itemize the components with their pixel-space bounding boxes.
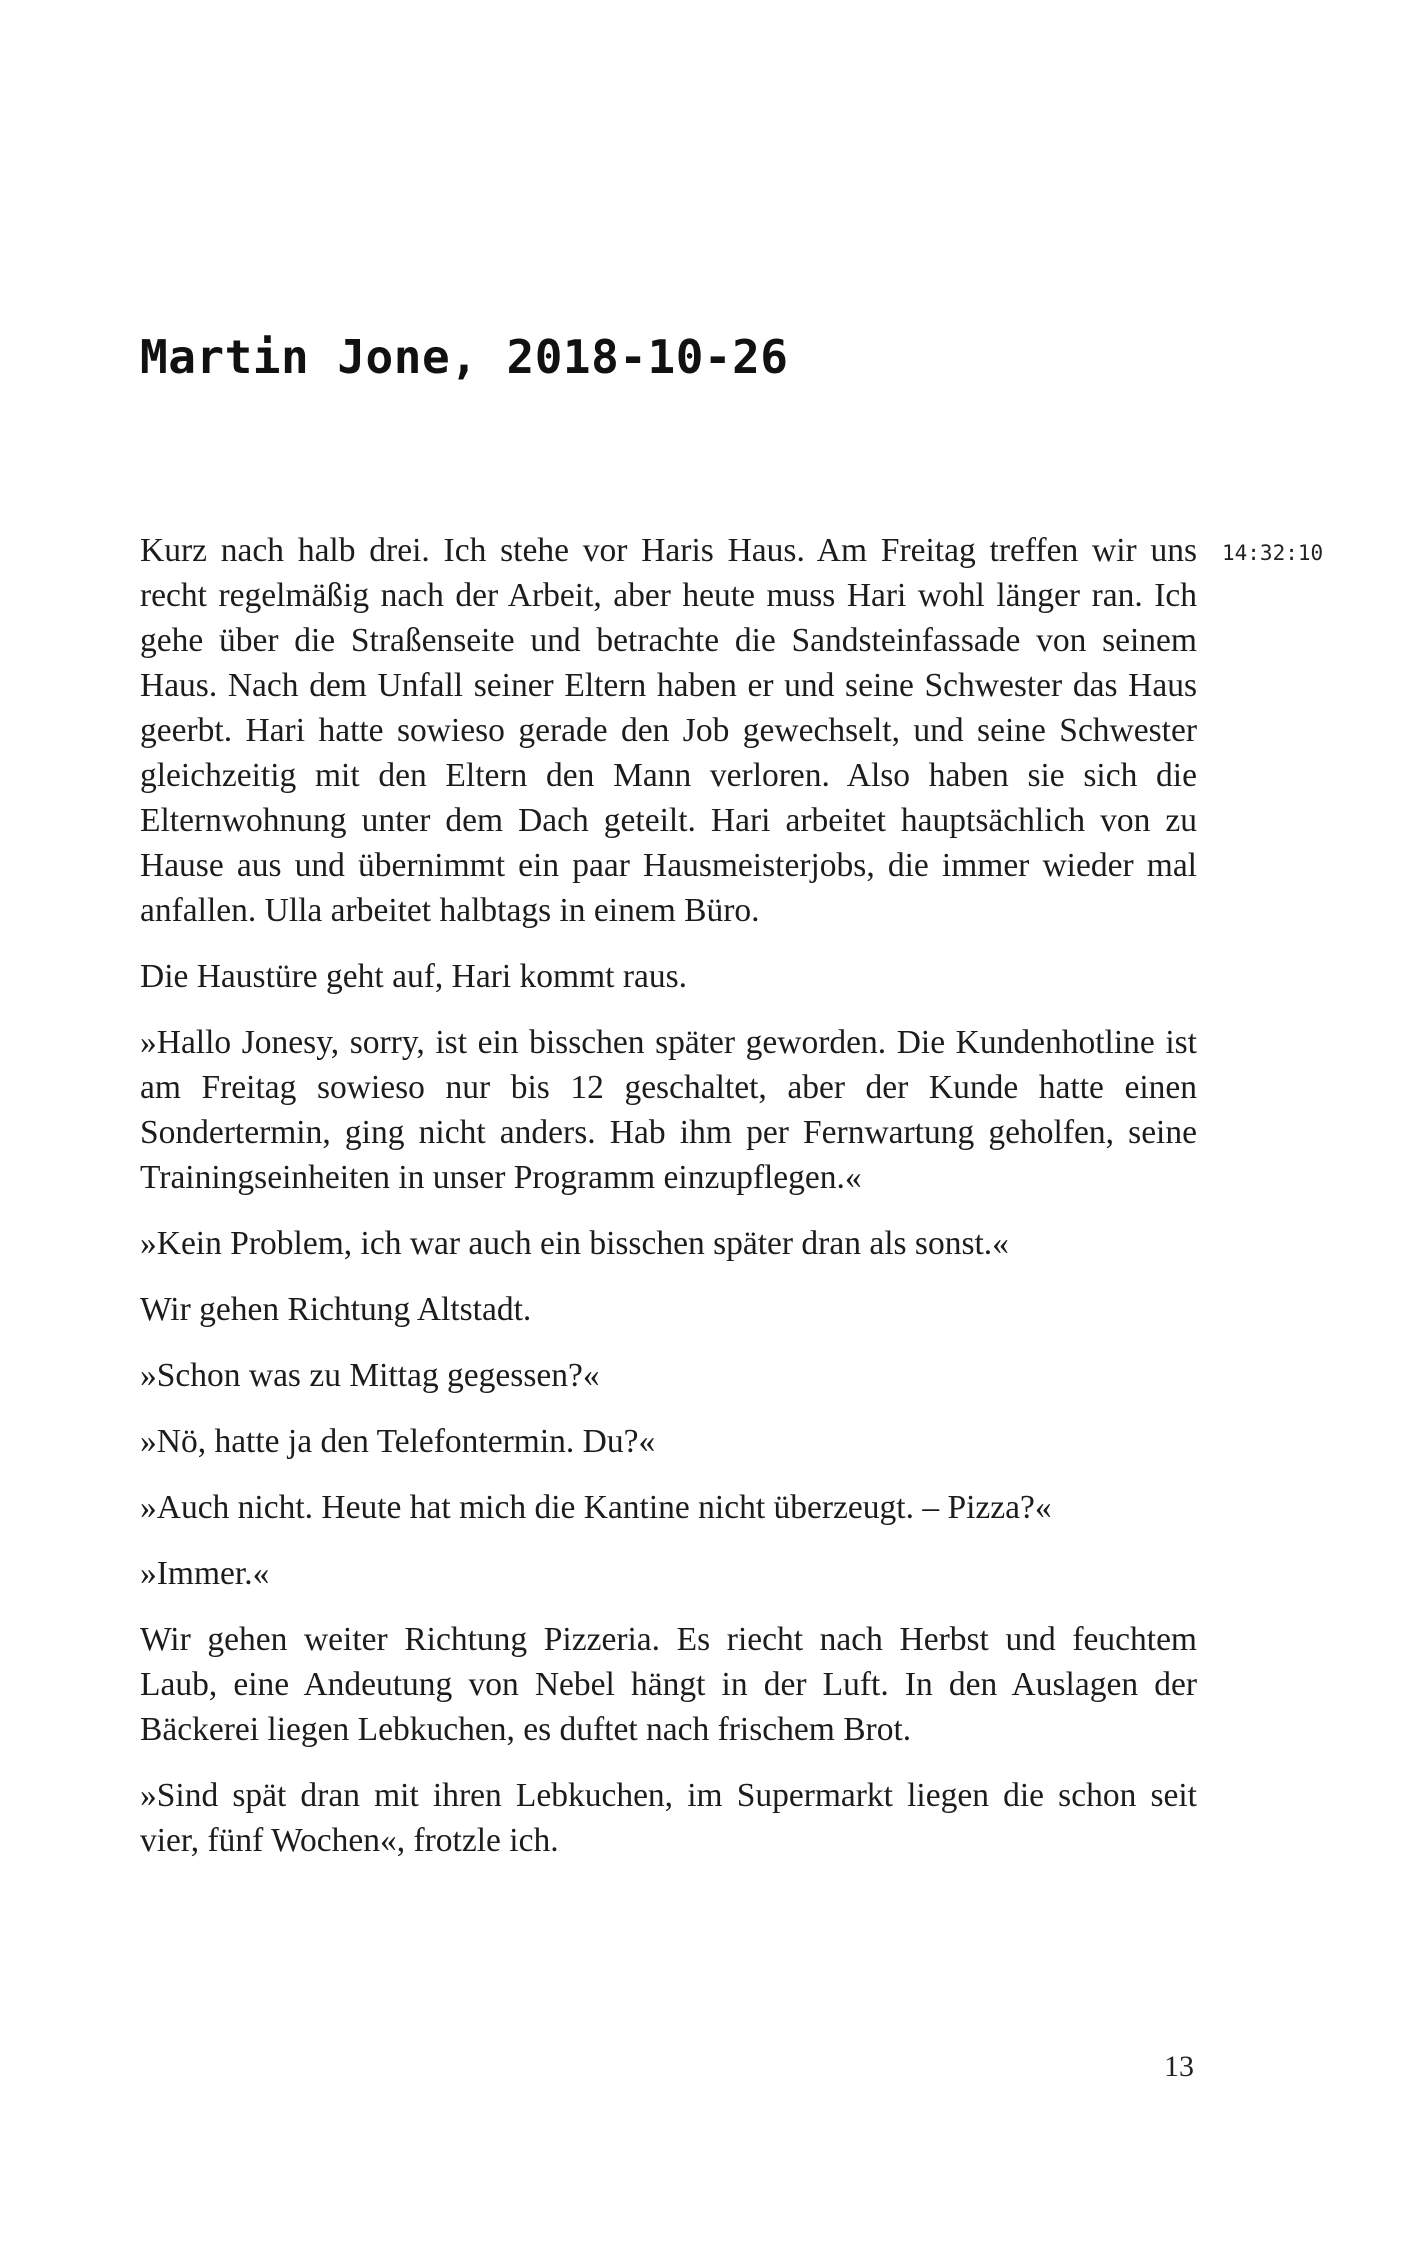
paragraph: »Hallo Jonesy, sorry, ist ein bisschen später geworden. Die Kundenhotline ist am Freitag sowieso nur bis 12 geschaltet, aber der Kunde hatte einen Sondertermin, ging nicht anders. Hab ihm per Fernwartung geholfen, seine Trainingseinheiten in unser Programm einzupflegen.«	[140, 1024, 1197, 1196]
body-text	[140, 528, 1197, 1884]
paragraph: »Kein Problem, ich war auch ein bisschen später dran als sonst.«	[140, 1225, 1009, 1262]
paragraph: Die Haustüre geht auf, Hari kommt raus.	[140, 958, 688, 995]
paragraph: »Nö, hatte ja den Telefontermin. Du?«	[140, 1423, 656, 1460]
margin-timestamp: 14:32:10	[1222, 541, 1324, 565]
page-number: 13	[1164, 2050, 1194, 2083]
paragraph: »Auch nicht. Heute hat mich die Kantine nicht überzeugt. – Pizza?«	[140, 1489, 1052, 1526]
paragraph: »Schon was zu Mittag gegessen?«	[140, 1357, 600, 1394]
paragraph: Kurz nach halb drei. Ich stehe vor Haris Haus. Am Freitag treffen wir uns recht regelmäßig nach der Arbeit, aber heute muss Hari wohl länger ran. Ich gehe über die Straßenseite und betrachte die Sandsteinfassade von seinem Haus. Nach dem Unfall seiner Eltern haben er und seine Schwester das Haus geerbt. Hari hatte sowieso gerade den Job gewechselt, und seine Schwester gleichzeitig mit den Eltern den Mann verloren. Also haben sie sich die Elternwohnung unter dem Dach geteilt. Hari arbeitet hauptsächlich von zu Hause aus und übernimmt ein paar Hausmeisterjobs, die immer wieder mal anfallen. Ulla arbeitet halbtags in einem Büro.	[140, 532, 1197, 929]
paragraph: »Sind spät dran mit ihren Lebkuchen, im Supermarkt liegen die schon seit vier, fünf Wochen«, frotzle ich.	[140, 1777, 1197, 1859]
paragraph: Wir gehen weiter Richtung Pizzeria. Es riecht nach Herbst und feuchtem Laub, eine Andeutung von Nebel hängt in der Luft. In den Auslagen der Bäckerei liegen Lebkuchen, es duftet nach frischem Brot.	[140, 1621, 1197, 1748]
paragraph: Wir gehen Richtung Altstadt.	[140, 1291, 532, 1328]
paragraph: »Immer.«	[140, 1555, 270, 1592]
chapter-title: Martin Jone, 2018-10-26	[140, 330, 789, 384]
